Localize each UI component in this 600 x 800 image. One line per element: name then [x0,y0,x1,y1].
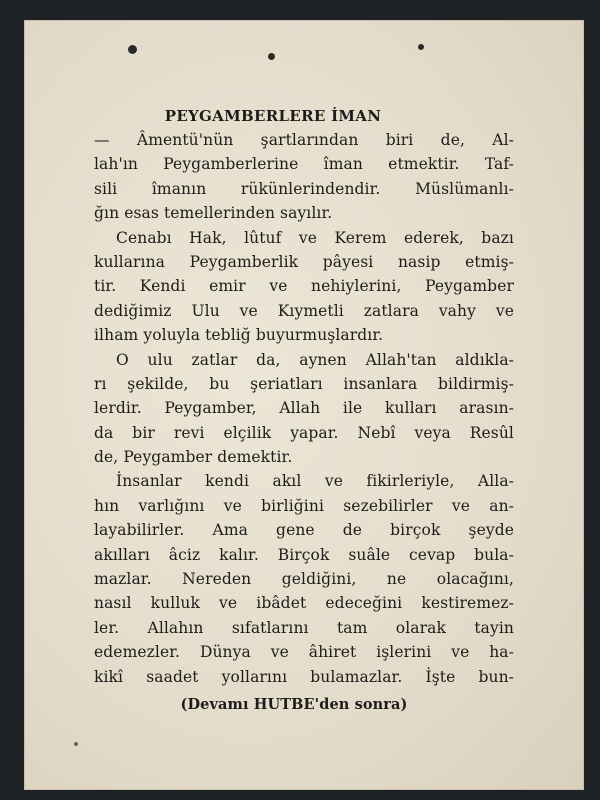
text-line: edemezler. Dünya ve âhiret işlerini ve ha- [94,643,514,662]
paragraph-1 [94,128,514,226]
text-line: tir. Kendi emir ve nehiylerini, Peygamber [94,277,514,296]
text-line: akılları âciz kalır. Birçok suâle cevap bula- [94,545,514,564]
text-line: nasıl kulluk ve ibâdet edeceğini kestiremez- [94,594,514,613]
text-line: dediğimiz Ulu ve Kıymetli zatlara vahy ve [94,301,514,320]
text-line: O ulu zatlar da, aynen Allah'tan aldıkla- [116,350,514,369]
text-line: ilham yoluyla tebliğ buyurmuşlardır. [94,326,384,345]
paragraph-4 [94,469,514,689]
text-line: da bir revi elçilik yapar. Nebî veya Resûl [94,423,514,442]
text-line: ğın esas temellerinden sayılır. [94,204,333,223]
text-line: — Âmentü'nün şartlarından biri de, Al- [94,131,514,149]
article-body [94,104,514,717]
text-line: hın varlığını ve birliğini sezebilirler ve an- [94,496,514,515]
text-line: kikî saadet yollarını bulamazlar. İşte bun- [94,667,514,686]
ink-speck [74,742,78,746]
text-line: ler. Allahın sıfatlarını tam olarak tayin [94,618,514,637]
paragraph-2 [94,226,514,348]
text-line: lerdir. Peygamber, Allah ile kulları arasın- [94,399,514,418]
text-line: mazlar. Nereden geldiğini, ne olacağını, [94,570,514,589]
text-line: de, Peygamber demektir. [94,448,293,467]
text-line: İnsanlar kendi akıl ve fikirleriyle, Alla- [116,472,514,491]
text-line: lah'ın Peygamberlerine îman etmektir. Taf- [94,155,514,174]
punch-hole [268,53,275,60]
punch-hole [418,44,424,50]
text-line: kullarına Peygamberlik pâyesi nasip etmiş- [94,252,514,271]
punch-hole [128,45,137,54]
continuation-note: (Devamı HUTBE'den sonra) [180,695,408,713]
text-line: Cenabı Hak, lûtuf ve Kerem ederek, bazı [116,228,514,247]
text-line: rı şekilde, bu şeriatları insanlara bildirmiş- [94,374,514,393]
paragraph-3 [94,348,514,470]
text-line: layabilirler. Ama gene de birçok şeyde [94,521,514,540]
text-line: sili îmanın rükünlerindendir. Müslümanlı- [94,179,514,198]
paper-sheet [24,20,584,790]
article-title: PEYGAMBERLERE İMAN [164,107,382,125]
